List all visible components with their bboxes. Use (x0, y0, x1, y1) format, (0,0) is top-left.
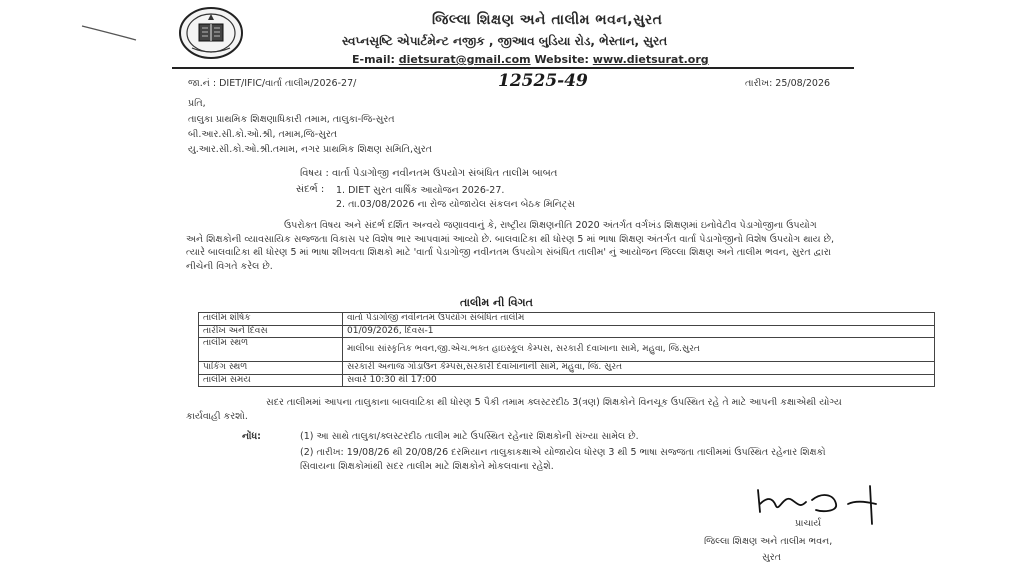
letter-date: તારીખ: 25/08/2026 (745, 78, 831, 89)
table-cell-label: તાલીમ સ્થળ (199, 338, 343, 362)
note-item: (1) આ સાથે તાલુકા/ક્લસ્ટરદીઠ તાલીમ માટે ઉપસ્થિત રહેનાર શિક્ષકોની સંખ્યા સામેલ છે. (300, 431, 639, 442)
office-address: સ્વપ્નસૃષ્ટિ એપાર્ટમેન્ટ નજીક , જીઆવ બુડિયા રોડ, ભેસ્તાન, સુરત (342, 34, 668, 48)
diet-emblem-icon (178, 6, 244, 60)
signature-icon (752, 482, 892, 526)
subject-line: વિષય : વાર્તા પેડાગોજી નવીનતમ ઉપયોગ સંબંધિત તાલીમ બાબત (300, 168, 558, 179)
details-heading: તાલીમ ની વિગત (460, 296, 533, 309)
reference-number-handwritten: 12525-49 (498, 71, 588, 91)
contact-line (352, 53, 709, 66)
signatory-city: સુરત (762, 552, 781, 563)
table-row (199, 325, 935, 338)
table-cell-label: તારીખ અને દિવસ (199, 325, 343, 338)
reference-number-label: જા.નં : DIET/IFIC/વાર્તા તાલીમ/2026-27/ (188, 78, 357, 89)
recipient-line: યુ.આર.સી.કો.ઓ.શ્રી.તમામ, નગર પ્રાથમિક શિક્ષણ સમિતિ,સુરત (188, 144, 432, 155)
table-cell-value: માલીબા સાંસ્કૃતિક ભવન,જી.એચ.ભક્ત હાઇસ્કૂલ કેમ્પસ, સરકારી દવાખાના સામે, મહુવા, જિ.સુરત (343, 338, 935, 362)
table-row (199, 362, 935, 375)
table-cell-label: તાલીમ શીર્ષક (199, 313, 343, 326)
header-divider (172, 67, 854, 69)
email-link[interactable]: dietsurat@gmail.com (398, 53, 531, 66)
table-cell-value: સરકારી અનાજ ગોડાઉન કેમ્પસ,સરકારી દવાખાનાની સામે, મહુવા, જિ. સુરત (343, 362, 935, 375)
table-cell-label: તાલીમ સમય (199, 374, 343, 387)
table-row (199, 338, 935, 362)
table-cell-value: 01/09/2026, દિવસ-1 (343, 325, 935, 338)
signatory-office: જિલ્લા શિક્ષણ અને તાલીમ ભવન, (704, 536, 833, 547)
table-cell-value: સવારે 10:30 થી 17:00 (343, 374, 935, 387)
table-cell-value: વાર્તા પેડાગોજી નવીનતમ ઉપયોગ સંબંધિત તાલીમ (343, 313, 935, 326)
recipient-salutation: પ્રતિ, (188, 98, 206, 109)
principal-title: પ્રાચાર્ય (795, 518, 822, 529)
notes-label: નોંધ: (242, 431, 261, 442)
reference-item: 2. તા.03/08/2026 ના રોજ યોજાયેલ સંકલન બેઠક મિનિટ્સ (336, 199, 575, 210)
training-details-table (198, 312, 935, 387)
recipient-line: તાલુકા પ્રાથમિક શિક્ષણાધિકારી તમામ, તાલુકા-જિ-સુરત (188, 114, 395, 125)
table-row (199, 374, 935, 387)
table-cell-label: પાર્કિંગ સ્થળ (199, 362, 343, 375)
email-label: E-mail: (352, 53, 399, 66)
reference-item: 1. DIET સુરત વાર્ષિક આયોજન 2026-27. (336, 185, 505, 196)
website-link[interactable]: www.dietsurat.org (592, 53, 709, 66)
website-label: Website: (530, 53, 593, 66)
body-paragraph: ઉપરોક્ત વિષય અને સંદર્ભ દર્શિત અન્વયે જણાવવાનું કે, રાષ્ટ્રીય શિક્ષણનીતિ 2020 અંતર્ગત વર્ગખંડ શિક્ષણમાં ઇનોવેટીવ પેડાગોજીના ઉપયોગ અને શિક્ષકોની વ્યાવસાયિક સજ્જતા વિકાસ પર વિશેષ ભાર આપવામાં આવ્યો છે. બાલવાટિકા થી ધોરણ 5 માં ભાષા શિક્ષણ અંતર્ગત વાર્તા પેડાગોજીનો વિશેષ ઉપયોગ થાય છે, ત્યારે બાલવાટિકા થી ધોરણ 5 માં ભાષા શીખવતા શિક્ષકો માટે 'વાર્તા પેડાગોજી નવીનતમ ઉપયોગ સંબંધિત તાલીમ' નું આયોજન જિલ્લા શિક્ષણ અને તાલીમ ભવન, સુરત દ્વારા નીચેની વિગતે કરેલ છે. (186, 220, 834, 272)
note-item: (2) તારીખ: 19/08/26 થી 20/08/26 દરમિયાન તાલુકાકક્ષાએ યોજાયેલ ધોરણ 3 થી 5 ભાષા સજ્જતા તાલીમમાં ઉપસ્થિત રહેનાર શિક્ષકો સિવાયના શિક્ષકોમાંથી સદર તાલીમ માટે શિક્ષકોને મોકલવાના રહેશે. (300, 447, 826, 472)
recipient-line: બી.આર.સી.કો.ઓ.શ્રી, તમામ,જિ-સુરત (188, 129, 338, 140)
pen-stroke-mark (80, 22, 140, 44)
office-title: જિલ્લા શિક્ષણ અને તાલીમ ભવન,સુરત (432, 12, 663, 28)
closing-paragraph: સદર તાલીમમાં આપના તાલુકાના બાલવાટિકા થી ધોરણ 5 પૈકી તમામ ક્લસ્ટરદીઠ 3(ત્રણ) શિક્ષકોને વિનચૂક ઉપસ્થિત રહે તે માટે આપની કક્ષાએથી યોગ્ય કાર્યવાહી કરશો. (186, 397, 842, 422)
table-row (199, 313, 935, 326)
references-label: સંદર્ભ : (296, 184, 325, 195)
